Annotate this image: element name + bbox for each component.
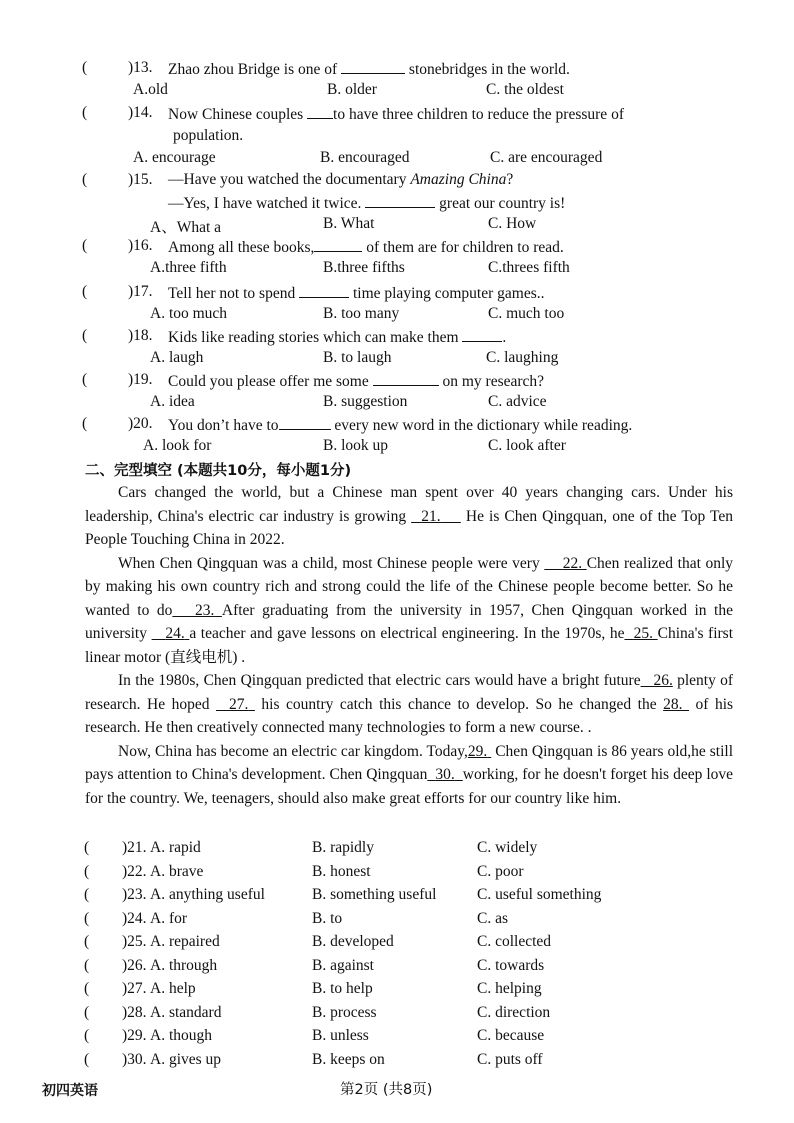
option-c: C. as: [477, 909, 508, 927]
answer-paren: (: [82, 371, 88, 388]
question-20: [82, 415, 772, 437]
cloze-option-row: [84, 1004, 774, 1026]
text: Now, China has become an electric car kingdom. Today,: [118, 742, 468, 760]
cloze-option-row: [84, 980, 774, 1002]
question-text: Zhao zhou Bridge is one of: [168, 61, 342, 78]
answer-paren: (: [84, 1003, 90, 1021]
option-a: A. too much: [150, 305, 228, 322]
question-14: [82, 104, 772, 126]
option-b: B. to: [312, 909, 343, 927]
option-a: A. idea: [150, 393, 195, 410]
option-c: C. poor: [477, 862, 524, 880]
answer-blank: [314, 237, 362, 252]
option-c: C. towards: [477, 956, 545, 974]
answer-blank: [279, 415, 331, 430]
option-a: A. laugh: [150, 349, 204, 366]
question-15-continued: [168, 193, 794, 213]
question-text: Tell her not to spend: [168, 285, 300, 302]
answer-blank: [462, 327, 502, 342]
cloze-option-row: [84, 910, 774, 932]
option-c: C. laughing: [486, 349, 559, 366]
option-a: A. gives up: [150, 1050, 222, 1068]
blank-23: [172, 602, 222, 619]
question-text: Could you please offer me some: [168, 373, 373, 390]
option-a: A. through: [150, 956, 218, 974]
option-b: B. suggestion: [323, 393, 408, 410]
cloze-option-row: [84, 1027, 774, 1049]
blank-number: 22.: [562, 554, 583, 572]
blank-number: 30.: [435, 766, 455, 783]
paragraph-2: [85, 552, 733, 670]
option-a: A. look for: [143, 437, 212, 454]
option-a: A. rapid: [150, 839, 201, 856]
option-a: A. repaired: [150, 933, 220, 950]
option-a: A. anything useful: [150, 886, 265, 903]
option-c: C. How: [488, 215, 537, 232]
option-a: A、What a: [150, 219, 222, 236]
option-a: A. encourage: [133, 149, 216, 166]
option-b: B. something useful: [312, 886, 437, 903]
option-c: C. look after: [488, 437, 566, 454]
answer-paren: (: [84, 1027, 90, 1044]
option-a: A.old: [133, 81, 168, 98]
cloze-option-row: [84, 863, 774, 885]
question-number: )30.: [122, 1050, 147, 1068]
question-number: )15.: [128, 171, 153, 188]
question-number: )21.: [122, 839, 147, 856]
cloze-option-row: [84, 933, 774, 955]
answer-paren: (: [84, 862, 90, 880]
answer-paren: (: [84, 980, 90, 997]
option-c: C. advice: [488, 393, 547, 410]
blank-22: [544, 555, 586, 572]
answer-paren: (: [82, 283, 88, 300]
question-16: [82, 237, 772, 259]
option-c: C. because: [477, 1027, 545, 1044]
question-text-end: every new word in the dictionary while reading.: [330, 417, 633, 434]
blank-29: [468, 743, 491, 760]
answer-paren: (: [84, 956, 90, 974]
option-b: B. older: [327, 81, 377, 98]
option-b: B.three fifths: [323, 259, 405, 276]
question-text: Among all these books,: [168, 239, 315, 256]
question-number: )16.: [128, 237, 153, 254]
answer-paren: (: [82, 171, 88, 188]
text: Chen Qingquan is 86 years old,he still pays attention to China's development. Chen Qingquan: [85, 742, 733, 783]
question-text-end: on my research?: [438, 373, 545, 390]
question-text-end: stonebridges in the world.: [405, 61, 570, 78]
answer-paren: (: [82, 327, 88, 344]
option-b: B. What: [323, 215, 375, 232]
footer-page-number: 第2页 (共8页): [340, 1082, 433, 1098]
answer-paren: (: [82, 237, 88, 254]
option-a: A. standard: [150, 1003, 222, 1021]
paragraph-4: [85, 740, 733, 811]
question-number: )20.: [128, 415, 153, 432]
blank-30: [427, 766, 462, 783]
question-number: )18.: [128, 327, 153, 344]
question-number: )23.: [122, 886, 147, 903]
question-number: )27.: [122, 980, 147, 997]
option-a: A.three fifth: [150, 259, 227, 276]
option-a: A. though: [150, 1027, 212, 1044]
cloze-option-row: [84, 886, 774, 908]
question-number: )17.: [128, 283, 153, 300]
answer-paren: (: [82, 59, 88, 76]
option-b: B. honest: [312, 862, 371, 880]
option-c: C. collected: [477, 933, 552, 950]
option-b: B. unless: [312, 1027, 369, 1044]
question-text-end: to have three children to reduce the pressure of: [333, 106, 624, 123]
option-b: B. look up: [323, 437, 389, 454]
question-text: You don’t have to: [168, 417, 279, 434]
option-b: B. against: [312, 956, 374, 974]
option-b: B. encouraged: [320, 149, 410, 166]
paragraph-3: [85, 669, 733, 740]
blank-number: 27.: [229, 695, 249, 713]
option-b: B. developed: [312, 933, 394, 950]
question-number: )25.: [122, 933, 147, 950]
question-number: )19.: [128, 371, 153, 388]
text: Chen realized that only by making his own country rich and strong could the life of the Chinese people become better. So he wanted to do: [85, 554, 734, 619]
question-text-end: .: [502, 329, 507, 346]
blank-number: 25.: [633, 625, 654, 642]
option-b: B. process: [312, 1003, 377, 1021]
footer-subject: 初四英语: [42, 1083, 98, 1099]
text: working, for he doesn't forget his deep love for the country. We, teenagers, should also make great efforts for our country like him.: [85, 766, 734, 807]
text: After graduating from the university in 1957, Chen Qingquan worked in the university: [85, 601, 733, 642]
reply-text-end: great our country is!: [435, 195, 566, 212]
option-c: C. the oldest: [486, 81, 564, 98]
answer-paren: (: [84, 1050, 90, 1068]
text: When Chen Qingquan was a child, most Chinese people were very: [118, 554, 545, 572]
answer-paren: (: [82, 415, 88, 432]
question-19: [82, 371, 772, 393]
answer-paren: (: [84, 886, 90, 903]
question-number: )13.: [128, 59, 153, 76]
option-a: A. brave: [150, 862, 204, 880]
option-c: C. much too: [488, 305, 565, 322]
blank-number: 21.: [421, 507, 441, 525]
answer-blank: [373, 371, 439, 386]
answer-paren: (: [84, 839, 90, 856]
cloze-option-row: [84, 957, 774, 979]
option-a: A. help: [150, 980, 196, 997]
question-text-end: time playing computer games..: [349, 285, 545, 302]
answer-paren: (: [84, 933, 90, 950]
blank-28: [663, 696, 689, 713]
option-b: B. rapidly: [312, 839, 374, 856]
question-text: Kids like reading stories which can make them: [168, 329, 463, 346]
question-text: —Have you watched the documentary: [168, 171, 411, 188]
question-text-end: of them are for children to read.: [362, 239, 564, 256]
option-c: C. widely: [477, 839, 538, 856]
text: of his research. He then creatively connected many technologies to form a new course. .: [85, 695, 734, 736]
answer-paren: (: [82, 104, 88, 121]
text: China's first linear motor (直线电机) .: [85, 625, 734, 666]
reply-text: —Yes, I have watched it twice.: [168, 195, 366, 212]
option-c: C. puts off: [477, 1050, 543, 1068]
option-c: C.threes fifth: [488, 259, 570, 276]
answer-paren: (: [84, 909, 90, 927]
answer-blank: [341, 59, 405, 74]
text: his country catch this chance to develop. So he changed the: [254, 695, 664, 713]
question-15: [82, 171, 772, 193]
text: In the 1980s, Chen Qingquan predicted that electric cars would have a bright future: [118, 672, 641, 689]
option-c: C. helping: [477, 980, 542, 997]
text: Cars changed the world, but a Chinese man spent over 40 years changing cars. Under his leadership, China's electric car industry is growing: [85, 484, 733, 525]
blank-24: [152, 625, 190, 642]
blank-21: [411, 508, 461, 525]
question-13: [82, 59, 772, 81]
option-a: A. for: [150, 909, 188, 927]
question-number: )24.: [122, 909, 147, 927]
option-c: C. useful something: [477, 886, 602, 903]
option-b: B. too many: [323, 305, 400, 322]
blank-number: 24.: [165, 625, 185, 642]
answer-blank: [299, 283, 349, 298]
blank-number: 23.: [194, 601, 215, 619]
option-b: B. keeps on: [312, 1050, 385, 1068]
question-text: Now Chinese couples: [168, 106, 308, 123]
cloze-option-row: [84, 839, 774, 861]
paragraph-1: [85, 481, 733, 552]
cloze-passage: [85, 481, 733, 810]
text: He is Chen Qingquan, one of the Top Ten People Touching China in 2022.: [85, 507, 734, 548]
answer-blank: [307, 104, 333, 119]
question-number: )26.: [122, 956, 147, 974]
section-title: 二、完型填空 (本题共10分，每小题1分): [85, 463, 352, 479]
option-c: C. direction: [477, 1003, 551, 1021]
text: plenty of research. He hoped: [85, 672, 734, 713]
blank-number: 29.: [467, 742, 488, 760]
answer-blank: [365, 193, 435, 208]
blank-27: [216, 696, 255, 713]
question-17: [82, 283, 772, 305]
question-18: [82, 327, 772, 349]
text: a teacher and gave lessons on electrical engineering. In the 1970s, he: [189, 625, 625, 642]
question-number: )29.: [122, 1027, 147, 1044]
question-number: )28.: [122, 1003, 147, 1021]
option-b: B. to help: [312, 980, 373, 997]
documentary-title: Amazing China: [410, 171, 507, 188]
blank-number: 28.: [663, 695, 683, 713]
blank-26: [641, 672, 673, 689]
question-14-continued: population.: [173, 127, 244, 144]
option-c: C. are encouraged: [490, 149, 603, 166]
blank-number: 26.: [653, 672, 673, 689]
blank-25: [624, 625, 657, 642]
option-b: B. to laugh: [323, 349, 392, 366]
question-mark: ?: [506, 171, 514, 188]
question-number: )14.: [128, 104, 153, 121]
cloze-option-row: [84, 1051, 774, 1073]
question-number: )22.: [122, 862, 147, 880]
